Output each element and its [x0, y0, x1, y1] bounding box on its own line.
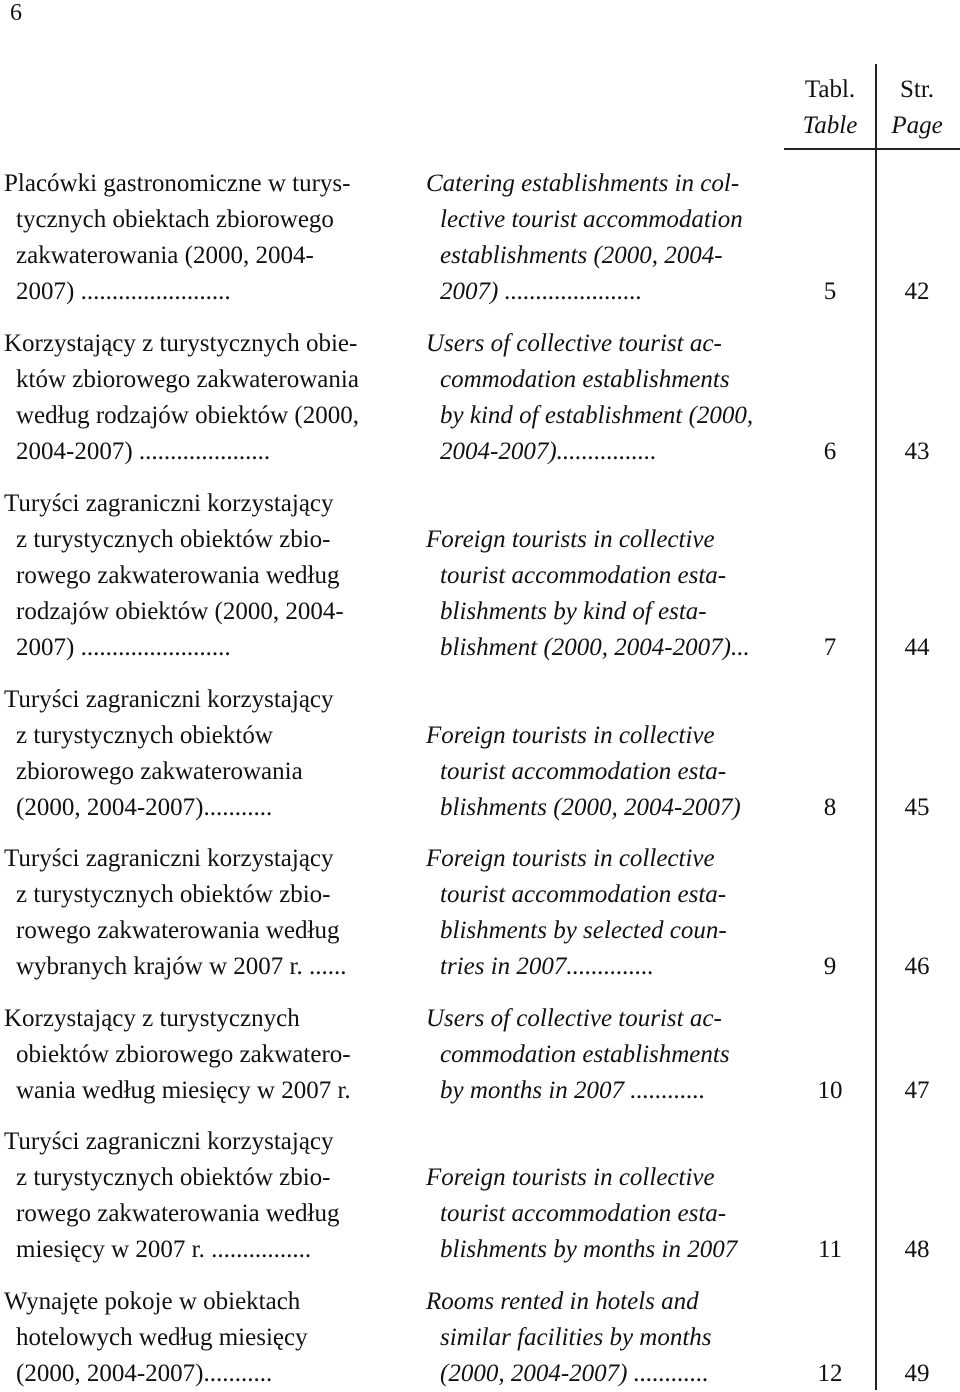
english-title-line: (2000, 2004-2007) ............ [440, 1360, 709, 1387]
english-title-line: Rooms rented in hotels and [426, 1288, 699, 1315]
header-page-label: Page [891, 112, 943, 139]
english-title-line: 2004-2007)................ [440, 438, 657, 465]
page-reference[interactable]: 49 [904, 1360, 930, 1387]
english-title-line: Foreign tourists in collective [426, 526, 715, 553]
english-title-line: tourist accommodation esta- [440, 758, 727, 785]
polish-title-line: któw zbiorowego zakwaterowania [16, 366, 359, 393]
polish-title-line: tycznych obiektach zbiorowego [16, 206, 334, 233]
polish-title-line: z turystycznych obiektów [16, 722, 273, 749]
page-reference[interactable]: 44 [904, 634, 930, 661]
polish-title-line: Turyści zagraniczni korzystający [4, 845, 334, 872]
page-number: 6 [10, 0, 22, 26]
english-title-line: blishment (2000, 2004-2007)... [440, 634, 750, 661]
page-reference[interactable]: 43 [904, 438, 930, 465]
english-title-line: Catering establishments in col- [426, 170, 740, 197]
header-tabl-label: Tabl. [804, 76, 856, 103]
polish-title-line: wania według miesięcy w 2007 r. [16, 1077, 351, 1104]
header-str [876, 72, 958, 144]
english-title [426, 718, 782, 826]
english-title-line: tourist accommodation esta- [440, 881, 727, 908]
polish-title [4, 166, 404, 310]
polish-title-line: rowego zakwaterowania według [16, 562, 340, 589]
english-title-line: tries in 2007.............. [440, 953, 654, 980]
page-reference[interactable]: 45 [904, 794, 930, 821]
polish-title-line: hotelowych według miesięcy [16, 1324, 308, 1351]
english-title-line: commodation establishments [440, 366, 730, 393]
header-tabl [784, 72, 876, 144]
column-rule-vertical [875, 64, 877, 1390]
table-number: 5 [823, 278, 837, 305]
english-title-line: Foreign tourists in collective [426, 845, 715, 872]
polish-title [4, 326, 404, 470]
polish-title [4, 486, 404, 666]
table-number: 12 [817, 1360, 843, 1387]
polish-title-line: z turystycznych obiektów zbio- [16, 1164, 331, 1191]
english-title [426, 166, 782, 310]
english-title-line: Users of collective tourist ac- [426, 330, 722, 357]
english-title-line: 2007) ...................... [440, 278, 643, 305]
header-str-label: Str. [899, 76, 935, 103]
polish-title-line: rowego zakwaterowania według [16, 917, 340, 944]
table-number: 7 [823, 634, 837, 661]
polish-title-line: według rodzajów obiektów (2000, [16, 402, 359, 429]
english-title-line: by months in 2007 ............ [440, 1077, 706, 1104]
polish-title-line: zbiorowego zakwaterowania [16, 758, 303, 785]
english-title-line: blishments (2000, 2004-2007) [440, 794, 741, 821]
english-title-line: Foreign tourists in collective [426, 722, 715, 749]
english-title-line: Users of collective tourist ac- [426, 1005, 722, 1032]
polish-title-line: (2000, 2004-2007)........... [16, 794, 273, 821]
english-title-line: tourist accommodation esta- [440, 562, 727, 589]
polish-title-line: wybranych krajów w 2007 r. ...... [16, 953, 347, 980]
english-title [426, 1001, 782, 1109]
english-title-line: Foreign tourists in collective [426, 1164, 715, 1191]
table-number: 10 [817, 1077, 843, 1104]
english-title-line: commodation establishments [440, 1041, 730, 1068]
polish-title-line: 2007) ........................ [16, 634, 231, 661]
english-title-line: blishments by months in 2007 [440, 1236, 738, 1263]
polish-title-line: Turyści zagraniczni korzystający [4, 490, 334, 517]
polish-title-line: z turystycznych obiektów zbio- [16, 881, 331, 908]
polish-title-line: Korzystający z turystycznych obie- [4, 330, 358, 357]
page-reference[interactable]: 47 [904, 1077, 930, 1104]
polish-title [4, 841, 404, 985]
polish-title [4, 682, 404, 826]
polish-title-line: Turyści zagraniczni korzystający [4, 686, 334, 713]
polish-title-line: Wynajęte pokoje w obiektach [4, 1288, 301, 1315]
polish-title-line: rowego zakwaterowania według [16, 1200, 340, 1227]
table-number: 9 [823, 953, 837, 980]
polish-title-line: (2000, 2004-2007)........... [16, 1360, 273, 1387]
polish-title [4, 1124, 404, 1268]
page-reference[interactable]: 46 [904, 953, 930, 980]
page-reference[interactable]: 42 [904, 278, 930, 305]
polish-title-line: 2007) ........................ [16, 278, 231, 305]
english-title-line: blishments by kind of esta- [440, 598, 707, 625]
polish-title-line: z turystycznych obiektów zbio- [16, 526, 331, 553]
polish-title-line: Korzystający z turystycznych [4, 1005, 300, 1032]
table-number: 8 [823, 794, 837, 821]
polish-title [4, 1284, 404, 1392]
polish-title-line: obiektów zbiorowego zakwatero- [16, 1041, 351, 1068]
english-title [426, 1284, 782, 1392]
header-table-label: Table [802, 112, 858, 139]
english-title-line: lective tourist accommodation [440, 206, 743, 233]
page-reference[interactable]: 48 [904, 1236, 930, 1263]
english-title [426, 522, 782, 666]
polish-title-line: Placówki gastronomiczne w turys- [4, 170, 351, 197]
english-title [426, 1160, 782, 1268]
polish-title [4, 1001, 404, 1109]
table-number: 11 [817, 1236, 843, 1263]
polish-title-line: 2004-2007) ..................... [16, 438, 271, 465]
table-number: 6 [823, 438, 837, 465]
english-title-line: establishments (2000, 2004- [440, 242, 723, 269]
polish-title-line: miesięcy w 2007 r. ................ [16, 1236, 312, 1263]
english-title-line: by kind of establishment (2000, [440, 402, 754, 429]
english-title [426, 841, 782, 985]
column-rule-horizontal [784, 148, 960, 150]
english-title-line: similar facilities by months [440, 1324, 712, 1351]
polish-title-line: zakwaterowania (2000, 2004- [16, 242, 314, 269]
english-title [426, 326, 782, 470]
polish-title-line: rodzajów obiektów (2000, 2004- [16, 598, 344, 625]
english-title-line: tourist accommodation esta- [440, 1200, 727, 1227]
english-title-line: blishments by selected coun- [440, 917, 727, 944]
polish-title-line: Turyści zagraniczni korzystający [4, 1128, 334, 1155]
